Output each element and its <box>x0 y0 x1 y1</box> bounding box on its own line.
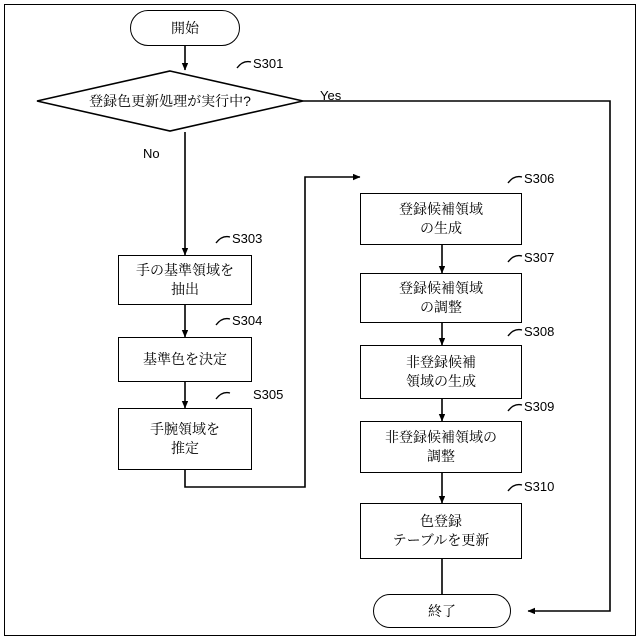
node-adjust-noncandidate-region-line2: 調整 <box>427 448 455 464</box>
node-generate-candidate-region <box>360 193 522 245</box>
node-generate-noncandidate-region <box>360 345 522 399</box>
node-end <box>373 594 511 628</box>
node-adjust-candidate-region-line2: の調整 <box>420 299 462 315</box>
node-decision <box>36 70 304 132</box>
step-label-s309: S309 <box>524 399 555 414</box>
node-estimate-arm-region-line2: 推定 <box>171 440 199 456</box>
step-label-s301: S301 <box>253 56 284 71</box>
node-extract-hand-region <box>118 255 252 305</box>
node-adjust-candidate-region <box>360 273 522 323</box>
node-update-color-table <box>360 503 522 559</box>
node-generate-candidate-region-line1: 登録候補領域 <box>399 201 483 218</box>
node-end-label: 終了 <box>428 602 456 619</box>
node-decision-label: 登録色更新処理が実行中? <box>89 93 251 109</box>
step-label-s307: S307 <box>524 250 555 265</box>
edge-label-yes: Yes <box>320 88 342 103</box>
edge-label-no: No <box>143 146 160 161</box>
node-extract-hand-region-line1: 手の基準領域を <box>136 262 234 279</box>
node-generate-noncandidate-region-line2: 領域の生成 <box>406 373 476 389</box>
node-start <box>130 10 240 46</box>
step-label-s306: S306 <box>524 171 555 186</box>
step-label-s310: S310 <box>524 479 555 494</box>
node-determine-base-color <box>118 337 252 382</box>
node-update-color-table-line1: 色登録 <box>420 513 462 530</box>
step-label-s305: S305 <box>253 387 284 402</box>
node-generate-candidate-region-line2: の生成 <box>420 220 462 236</box>
node-adjust-noncandidate-region <box>360 421 522 473</box>
node-start-label: 開始 <box>171 19 199 36</box>
node-update-color-table-line2: テーブルを更新 <box>392 532 490 548</box>
node-extract-hand-region-line2: 抽出 <box>171 281 199 297</box>
node-generate-noncandidate-region-line1: 非登録候補 <box>406 354 476 371</box>
step-label-s303: S303 <box>232 231 263 246</box>
step-label-s308: S308 <box>524 324 555 339</box>
node-adjust-candidate-region-line1: 登録候補領域 <box>399 280 483 297</box>
node-determine-base-color-line1: 基準色を決定 <box>143 351 227 368</box>
node-estimate-arm-region-line1: 手腕領域を <box>150 421 220 438</box>
node-adjust-noncandidate-region-line1: 非登録候補領域の <box>385 429 497 446</box>
step-label-s304: S304 <box>232 313 263 328</box>
node-estimate-arm-region <box>118 408 252 470</box>
